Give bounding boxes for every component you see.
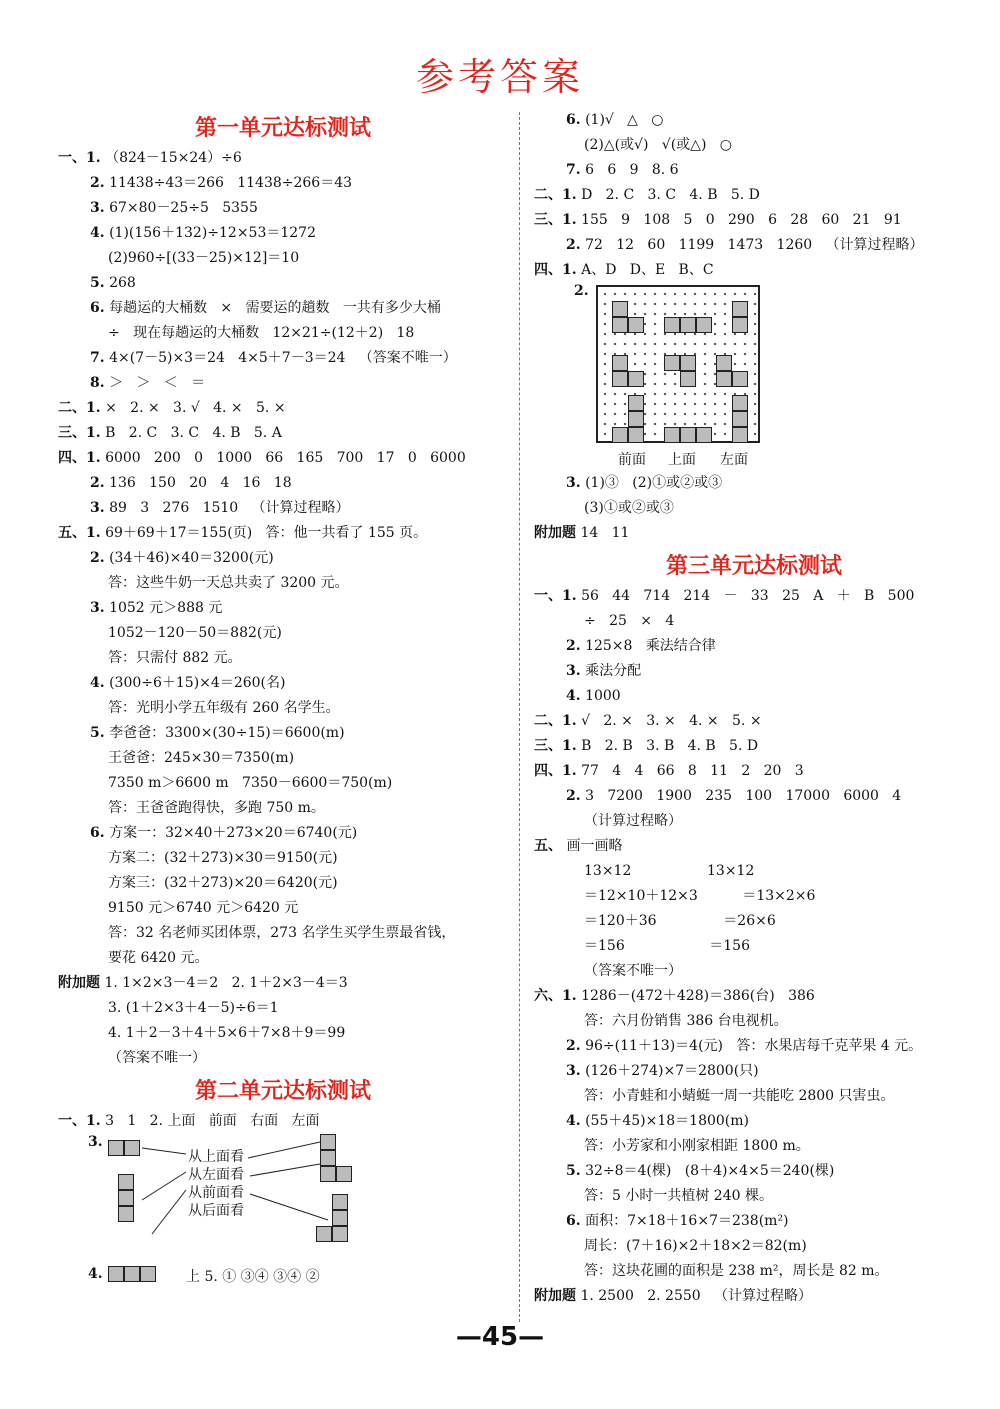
answer-line: 方案二：(32＋273)×30＝9150(元) [108, 850, 338, 866]
answer-line: 五、 画一画略 [534, 838, 623, 854]
answer-line: 6. 面积：7×18＋16×7＝238(m²) [566, 1213, 789, 1229]
answer-line: 5. 李爸爸：3300×(30÷15)＝6600(m) [90, 725, 345, 741]
answer-line: 二、1. √ 2. × 3. × 4. × 5. × [534, 713, 762, 729]
answer-line: （答案不唯一） [108, 1050, 206, 1066]
answer-line: 答：六月份销售 386 台电视机。 [584, 1013, 788, 1029]
answer-line: 3. 89 3 276 1510 （计算过程略） [90, 500, 350, 516]
answer-line: 答：光明小学五年级有 260 名学生。 [108, 700, 340, 716]
answer-line: （计算过程略） [584, 813, 682, 829]
answer-line: 2. (34＋46)×40＝3200(元) [90, 550, 274, 566]
answer-line: ＝156 ＝156 [584, 938, 750, 954]
answer-line: 7. 6 6 9 8. 6 [566, 162, 679, 178]
answer-line: 答：5 小时一共植树 240 棵。 [584, 1188, 773, 1204]
answer-line: 答：这些牛奶一天总共卖了 3200 元。 [108, 575, 349, 591]
answer-line: 6. 方案一：32×40＋273×20＝6740(元) [90, 825, 358, 841]
answer-line: 附加题 1. 2500 2. 2550 （计算过程略） [534, 1288, 813, 1304]
answer-line: 五、1. 69＋69＋17＝155(页) 答：他一共看了 155 页。 [58, 525, 428, 541]
left-column [58, 108, 508, 1288]
answer-line: 三、1. 155 9 108 5 0 290 6 28 60 21 91 [534, 212, 902, 228]
row-figure: 4. 上 5. ① ③④ ③④ ② [88, 1266, 320, 1285]
grid-label: 上面 [668, 452, 696, 468]
answer-line: ＝120＋36 ＝26×6 [584, 913, 776, 929]
unit2-answers-after [534, 471, 974, 546]
answer-line: 9150 元＞6740 元＞6420 元 [108, 900, 299, 916]
answer-line: 答：这块花圃的面积是 238 m²，周长是 82 m。 [584, 1263, 889, 1279]
answer-line: 6. 每趟运的大桶数 × 需要运的趟数 一共有多少大桶 [90, 300, 441, 316]
answer-line: 2. 136 150 20 4 16 18 [90, 475, 292, 491]
answer-line: 2. 72 12 60 1199 1473 1260 （计算过程略） [566, 237, 924, 253]
unit2-title: 第二单元达标测试 [194, 1078, 371, 1104]
right-column [534, 108, 974, 1309]
answer-line: 4. (1)(156＋132)÷12×53＝1272 [90, 225, 316, 241]
answer-line: 答：小青蛙和小蜻蜓一周一共能吃 2800 只害虫。 [584, 1088, 895, 1104]
answer-line: 3. 1052 元＞888 元 [90, 600, 223, 616]
connector-lines [58, 1134, 508, 1262]
answer-line: 1052－120－50＝882(元) [108, 625, 282, 641]
answer-line: 4. (55＋45)×18＝1800(m) [566, 1113, 750, 1129]
answer-line: 2. 11438÷43＝266 11438÷266＝43 [90, 175, 353, 191]
answer-line: 2. 96÷(11＋13)＝4(元) 答：水果店每千克苹果 4 元。 [566, 1038, 923, 1054]
answer-line: 13×12 13×12 [584, 863, 755, 879]
answer-line: 7. 4×(7－5)×3＝24 4×5＋7－3＝24 （答案不唯一） [90, 350, 457, 366]
grid-label: 前面 [618, 452, 646, 468]
answer-line: ＝12×10＋12×3 ＝13×2×6 [584, 888, 816, 904]
answer-line: 3. 乘法分配 [566, 663, 642, 679]
unit1-title: 第一单元达标测试 [194, 115, 371, 141]
answer-line: 三、1. B 2. C 3. C 4. B 5. A [58, 425, 282, 441]
answer-line: 方案三：(32＋273)×20＝6420(元) [108, 875, 338, 891]
answer-line: 周长：(7＋16)×2＋18×2＝82(m) [584, 1238, 807, 1254]
answer-line: 3. (1＋2×3＋4－5)÷6＝1 [108, 1000, 279, 1016]
view-label: 从前面看 [188, 1185, 244, 1201]
answer-line: ÷ 现在每趟运的大桶数 12×21÷(12＋2) 18 [108, 325, 415, 341]
unit3-answers [534, 584, 974, 1309]
answer-line: （答案不唯一） [584, 963, 682, 979]
view-label: 从左面看 [188, 1167, 244, 1183]
answer-line: 四、1. 77 4 4 66 8 11 2 20 3 [534, 763, 804, 779]
answer-line: (2)960÷[(33－25)×12]＝10 [108, 250, 300, 266]
answer-line: 附加题 14 11 [534, 525, 630, 541]
answer-line: 8. ＞ ＞ ＜ ＝ [90, 375, 206, 391]
answer-line: 答：32 名老师买团体票，273 名学生买学生票最省钱， [108, 925, 456, 941]
answer-line: 王爸爸：245×30＝7350(m) [108, 750, 295, 766]
grid-label: 左面 [720, 452, 748, 468]
unit1-answers [58, 146, 508, 1071]
answer-line: 二、1. × 2. × 3. √ 4. × 5. × [58, 400, 286, 416]
answer-line: 附加题 1. 1×2×3－4＝2 2. 1＋2×3－4＝3 [58, 975, 348, 991]
answer-line: 5. 268 [90, 275, 136, 291]
answer-line: 答：只需付 882 元。 [108, 650, 242, 666]
view-label: 从上面看 [188, 1149, 244, 1165]
unit2-answers-continued [534, 108, 974, 283]
answer-line: 4. 1＋2－3＋4＋5×6＋7×8＋9＝99 [108, 1025, 346, 1041]
page-number: —45— [455, 1322, 545, 1352]
page-title: 参考答案 [415, 55, 584, 99]
answer-line: 7350 m＞6600 m 7350－6600＝750(m) [108, 775, 393, 791]
answer-line: 三、1. B 2. B 3. B 4. B 5. D [534, 738, 759, 754]
answer-line: 一、1. （824－15×24）÷6 [58, 150, 242, 166]
answer-line: 二、1. D 2. C 3. C 4. B 5. D [534, 187, 760, 203]
unit3-title: 第三单元达标测试 [665, 553, 842, 579]
answer-line: 答：王爸爸跑得快，多跑 750 m。 [108, 800, 325, 816]
answer-line: 3. 67×80－25÷5 5355 [90, 200, 258, 216]
answer-line: 2. 3 7200 1900 235 100 17000 6000 4 [566, 788, 902, 804]
column-divider [519, 112, 520, 1322]
answer-line: 要花 6420 元。 [108, 950, 209, 966]
answer-line: 四、1. 6000 200 0 1000 66 165 700 17 0 6000 [58, 450, 466, 466]
answer-line: (2)△(或√) √(或△) ○ [584, 137, 732, 153]
answer-line: 答：小芳家和小刚家相距 1800 m。 [584, 1138, 810, 1154]
answer-line: 6. (1)√ △ ○ [566, 112, 664, 128]
answer-line: 4. 1000 [566, 688, 621, 704]
answer-line: 3. (126＋274)×7＝2800(只) [566, 1063, 759, 1079]
answer-line: 四、1. A、D D、E B、C [534, 262, 714, 278]
answer-line: (3)①或②或③ [584, 500, 674, 516]
answer-line: 一、1. 56 44 714 214 － 33 25 A ＋ B 500 [534, 588, 915, 604]
answer-line: ÷ 25 × 4 [584, 613, 675, 629]
answer-line: 5. 32÷8＝4(棵) (8＋4)×4×5＝240(棵) [566, 1163, 835, 1179]
answer-line: 3. (1)③ (2)①或②或③ [566, 475, 723, 491]
answer-line: 2. 125×8 乘法结合律 [566, 638, 716, 654]
grid-figure: 2. 前面 上面 左面 [534, 283, 974, 471]
answer-line: 一、1. 3 1 2. 上面 前面 右面 左面 [58, 1113, 320, 1129]
view-figure: 3. 从上面看 从左面看 从前面看 从后面看 [58, 1134, 508, 1262]
answer-line: 六、1. 1286－(472＋428)＝386(台) 386 [534, 988, 815, 1004]
view-label: 从后面看 [188, 1203, 244, 1219]
answer-line: 4. (300÷6＋15)×4＝260(名) [90, 675, 286, 691]
